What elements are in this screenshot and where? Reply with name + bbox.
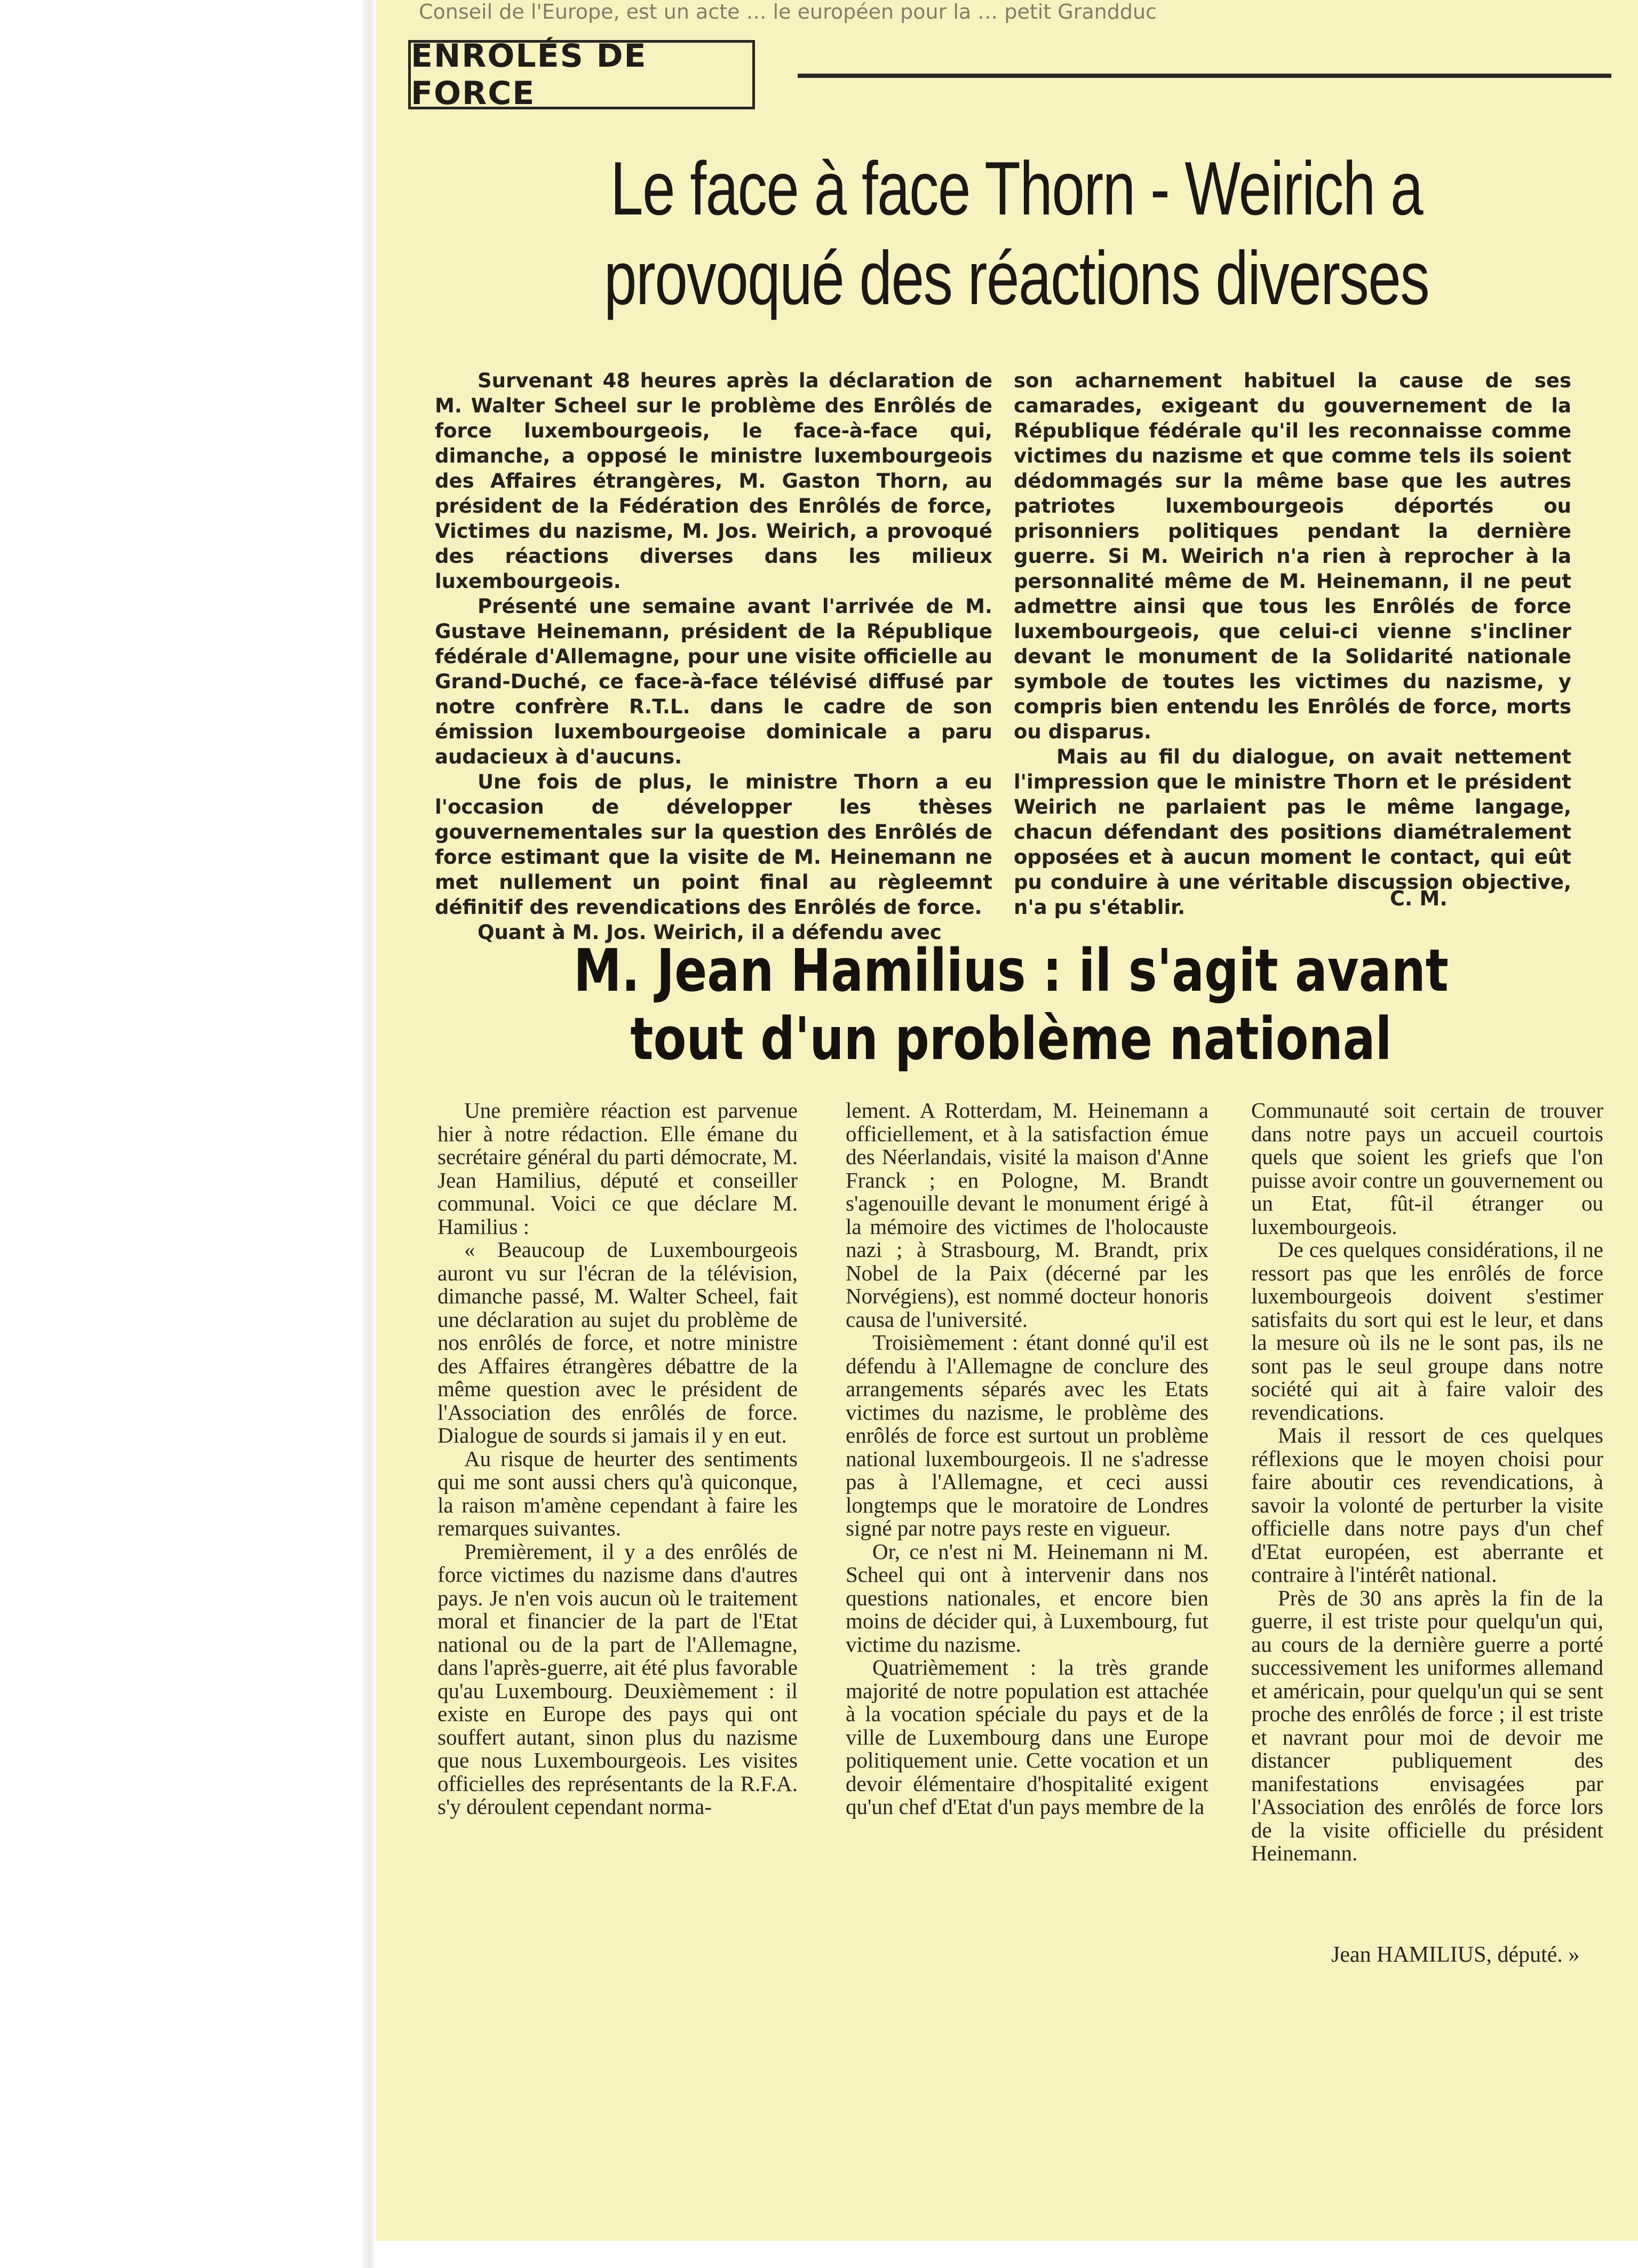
paragraph: lement. A Rotterdam, M. Heinemann a officiellement, et à la satisfaction émue des Néerlandais, visité la maison d'Anne Franck ; en Pologne, M. Brandt s'agenouille devant le monument érigé à la mémoire des victimes de l'holocauste nazi ; à Strasbourg, M. Brandt, prix Nobel de la Paix (décerné par les Norvégiens), est nommé docteur honoris causa de l'université.: [846, 1098, 1208, 1332]
paragraph: Or, ce n'est ni M. Heinemann ni M. Scheel qui ont à intervenir dans nos questions nationales, et encore bien moins de décider qui, à Luxembourg, fut victime du nazisme.: [846, 1539, 1208, 1657]
paragraph: Troisièmement : étant donné qu'il est défendu à l'Allemagne de conclure des arrangements séparés avec les Etats victimes du nazisme, le problème des enrôlés de force est surtout un problème national luxembourgeois. Il ne s'adresse pas à l'Allemagne, et ceci aussi longtemps que le moratoire de Londres signé par notre pays reste en vigueur.: [846, 1330, 1208, 1540]
rubric-label: ENROLÉS DE FORCE: [411, 37, 647, 112]
main-headline: Le face à face Thorn - Weirich a provoqué des réactions diverses: [603, 146, 1429, 321]
newspaper-clipping: [376, 0, 1638, 2268]
paragraph: Présenté une semaine avant l'arrivée de M. Gustave Heinemann, président de la République fédérale d'Allemagne, pour une visite officielle au Grand-Duché, ce face-à-face télévisé diffusé par notre confrère R.T.L. dans le cadre de son émission luxembourgeoise dominicale a paru audacieux à d'aucuns.: [435, 595, 992, 768]
paragraph: Une fois de plus, le ministre Thorn a eu l'occasion de développer les thèses gouvernementales sur la question des Enrôlés de force estimant que la visite de M. Heinemann ne met nullement un point final au règleemnt définitif des revendications des Enrôlés de force.: [435, 770, 992, 919]
article2-column-3: [1251, 1099, 1603, 1865]
paragraph: « Beaucoup de Luxembourgeois auront vu sur l'écran de la télévision, dimanche passé, M. Walter Scheel, fait une déclaration au sujet du problème de nos enrôlés de force, et notre ministre des Affaires étrangères débattre de la même question avec le président de l'Association des enrôlés de force. Dialogue de sourds si jamais il y en eut.: [438, 1237, 798, 1447]
scan-background: [0, 0, 373, 2268]
paragraph: Mais au fil du dialogue, on avait nettement l'impression que le ministre Thorn et le président Weirich ne parlaient pas le même langage, chacun défendant des positions diamétralement opposées et à aucun moment le contact, qui eût pu conduire à une véritable discussion objective, n'a pu s'établir.: [1014, 745, 1571, 919]
paragraph: Au risque de heurter des sentiments qui me sont aussi chers qu'à quiconque, la raison m'amène cependant à faire les remarques suivantes.: [438, 1446, 798, 1540]
paragraph: Survenant 48 heures après la déclaration de M. Walter Scheel sur le problème des Enrôlés de force luxembourgeois, le face-à-face qui, dimanche, a opposé le ministre luxembourgeois des Affaires étrangères, M. Gaston Thorn, au président de la Fédération des Enrôlés de force, Victimes du nazisme, M. Jos. Weirich, a provoqué des réactions diverses dans les milieux luxembourgeois.: [435, 369, 992, 593]
paragraph: son acharnement habituel la cause de ses camarades, exigeant du gouvernement de la République fédérale qu'il les reconnaisse comme victimes du nazisme et que comme tels ils soient dédommagés sur la même base que les autres patriotes luxembourgeois déportés ou prisonniers politiques pendant la dernière guerre. Si M. Weirich n'a rien à reprocher à la personnalité même de M. Heinemann, il ne peut admettre ainsi que tous les Enrôlés de force luxembourgeois, que celui-ci vienne s'incliner devant le monument de la Solidarité nationale symbole de toutes les victimes du nazisme, y compris bien entendu les Enrôlés de force, morts ou disparus.: [1014, 369, 1571, 743]
scan-fold-shadow: [363, 0, 375, 2268]
article2-column-1: [438, 1099, 798, 1819]
article1-signature: C. M.: [1390, 887, 1448, 910]
paragraph: Une première réaction est parvenue hier à notre rédaction. Elle émane du secrétaire général du parti démocrate, M. Jean Hamilius, député et conseiller communal. Voici ce que déclare M. Hamilius :: [438, 1098, 798, 1239]
second-headline: M. Jean Hamilius : il s'agit avant tout d'un problème national: [574, 936, 1449, 1073]
paragraph: Communauté soit certain de trouver dans notre pays un accueil courtois quels que soient les griefs que l'on puisse avoir contre un gouvernement ou un Etat, fût-il étranger ou luxembourgeois.: [1251, 1098, 1603, 1239]
article2-column-2: [846, 1099, 1208, 1819]
paragraph: Quatrièmement : la très grande majorité de notre population est attachée à la vocation spéciale du pays et de la ville de Luxembourg dans une Europe politiquement unie. Cette vocation et un devoir élémentaire d'hospitalité exigent qu'un chef d'Etat d'un pays membre de la: [846, 1655, 1208, 1819]
paragraph: Près de 30 ans après la fin de la guerre, il est triste pour quelqu'un qui, au cours de la dernière guerre a porté successivement les uniformes allemand et américain, pour quelqu'un qui se sent proche des enrôlés de force ; il est triste et navrant pour moi de devoir me distancer publiquement des manifestations envisagées par l'Association des enrôlés de force lors de la visite officielle du président Heinemann.: [1251, 1585, 1603, 1865]
article1-column-2: [1014, 368, 1571, 920]
top-cut-fragment: Conseil de l'Europe, est un acte … le européen pour la … petit Grandduc: [419, 0, 1157, 23]
rubric-box: [408, 37, 755, 112]
paragraph: Quant à M. Jos. Weirich, il a défendu avec: [478, 921, 942, 944]
paragraph: Premièrement, il y a des enrôlés de force victimes du nazisme dans d'autres pays. Je n'en vois aucun où le traitement moral et financier de la part de l'Etat national ou de la part de l'Allemagne, dans l'après-guerre, ait été plus favorable qu'au Luxembourg. Deuxièmement : il existe en Europe des pays qui ont souffert autant, sinon plus du nazisme que nous Luxembourgeois. Les visites officielles des représentants de la R.F.A. s'y déroulent cependant norma-: [438, 1539, 798, 1819]
article1-column-1: [435, 368, 992, 945]
article2-signature: Jean HAMILIUS, député. »: [1331, 1943, 1580, 1967]
rubric-rule: [798, 74, 1611, 78]
paragraph: De ces quelques considérations, il ne ressort pas que les enrôlés de force luxembourgeois doivent s'estimer satisfaits du sort qui est le leur, et dans la mesure où ils ne le sont pas, ils ne sont pas le seul groupe dans notre société qui ait à faire valoir des revendications.: [1251, 1237, 1603, 1425]
scan-bottom-margin: [376, 2241, 1638, 2268]
paragraph: Mais il ressort de ces quelques réflexions que le moyen choisi pour faire aboutir ces revendications, à savoir la volonté de perturber la visite officielle dans notre pays d'un chef d'Etat européen, est aberrante et contraire à l'intérêt national.: [1251, 1423, 1603, 1587]
